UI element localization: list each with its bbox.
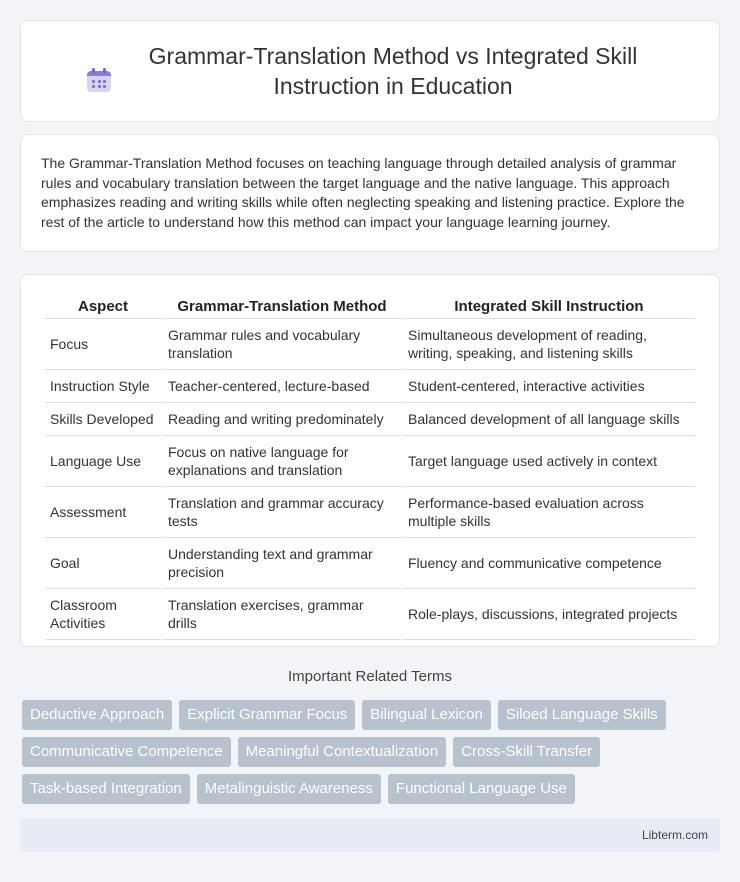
intro-text: The Grammar-Translation Method focuses on teaching language through detailed analysis of grammar rules and vocabulary translation between the target language and the native language. This approach emphasizes reading and writing skills while often neglecting speaking and listening practice. Explore the rest of the article to understand how this method can impact your language learning journey. [41,155,685,230]
intro-card [20,134,720,252]
title-card [20,20,720,122]
related-term-tag[interactable]: Task-based Integration [22,774,190,804]
table-row [45,319,695,370]
related-term-tag[interactable]: Explicit Grammar Focus [179,700,355,730]
row-grammar-translation: Reading and writing predominately [163,403,401,436]
row-integrated-skill: Target language used actively in context [403,436,695,487]
row-grammar-translation: Translation and grammar accuracy tests [163,487,401,538]
row-aspect: Classroom Activities [45,589,161,640]
comparison-table [43,295,697,640]
row-grammar-translation: Focus on native language for explanations and translation [163,436,401,487]
table-row [45,538,695,589]
footer [20,818,720,852]
row-integrated-skill: Student-centered, interactive activities [403,370,695,403]
comparison-table-card [20,274,720,647]
related-term-tag[interactable]: Metalinguistic Awareness [197,774,381,804]
footer-brand-link[interactable]: Libterm.com [641,828,708,842]
row-aspect: Skills Developed [45,403,161,436]
row-integrated-skill: Simultaneous development of reading, writing, speaking, and listening skills [403,319,695,370]
row-integrated-skill: Performance-based evaluation across multiple skills [403,487,695,538]
header-integrated-skill: Integrated Skill Instruction [403,295,695,319]
row-aspect: Goal [45,538,161,589]
row-integrated-skill: Balanced development of all language skills [403,403,695,436]
row-aspect: Focus [45,319,161,370]
header-grammar-translation: Grammar-Translation Method [163,295,401,319]
row-grammar-translation: Grammar rules and vocabulary translation [163,319,401,370]
row-grammar-translation: Translation exercises, grammar drills [163,589,401,640]
table-row [45,589,695,640]
related-term-tag[interactable]: Bilingual Lexicon [362,700,491,730]
table-row [45,370,695,403]
related-terms-title: Important Related Terms [288,668,452,685]
related-term-tag[interactable]: Siloed Language Skills [498,700,666,730]
table-header-row [45,295,695,319]
row-aspect: Instruction Style [45,370,161,403]
table-row [45,487,695,538]
row-integrated-skill: Role-plays, discussions, integrated projects [403,589,695,640]
table-row [45,436,695,487]
related-terms-list [22,700,722,811]
table-row [45,403,695,436]
calendar-icon [87,68,111,92]
row-integrated-skill: Fluency and communicative competence [403,538,695,589]
row-aspect: Assessment [45,487,161,538]
row-grammar-translation: Understanding text and grammar precision [163,538,401,589]
related-term-tag[interactable]: Functional Language Use [388,774,575,804]
related-term-tag[interactable]: Meaningful Contextualization [238,737,447,767]
row-aspect: Language Use [45,436,161,487]
related-term-tag[interactable]: Cross-Skill Transfer [453,737,600,767]
header-aspect: Aspect [45,295,161,319]
related-term-tag[interactable]: Deductive Approach [22,700,172,730]
page-title: Grammar-Translation Method vs Integrated Skill Instruction in Education [148,43,638,99]
related-term-tag[interactable]: Communicative Competence [22,737,231,767]
row-grammar-translation: Teacher-centered, lecture-based [163,370,401,403]
